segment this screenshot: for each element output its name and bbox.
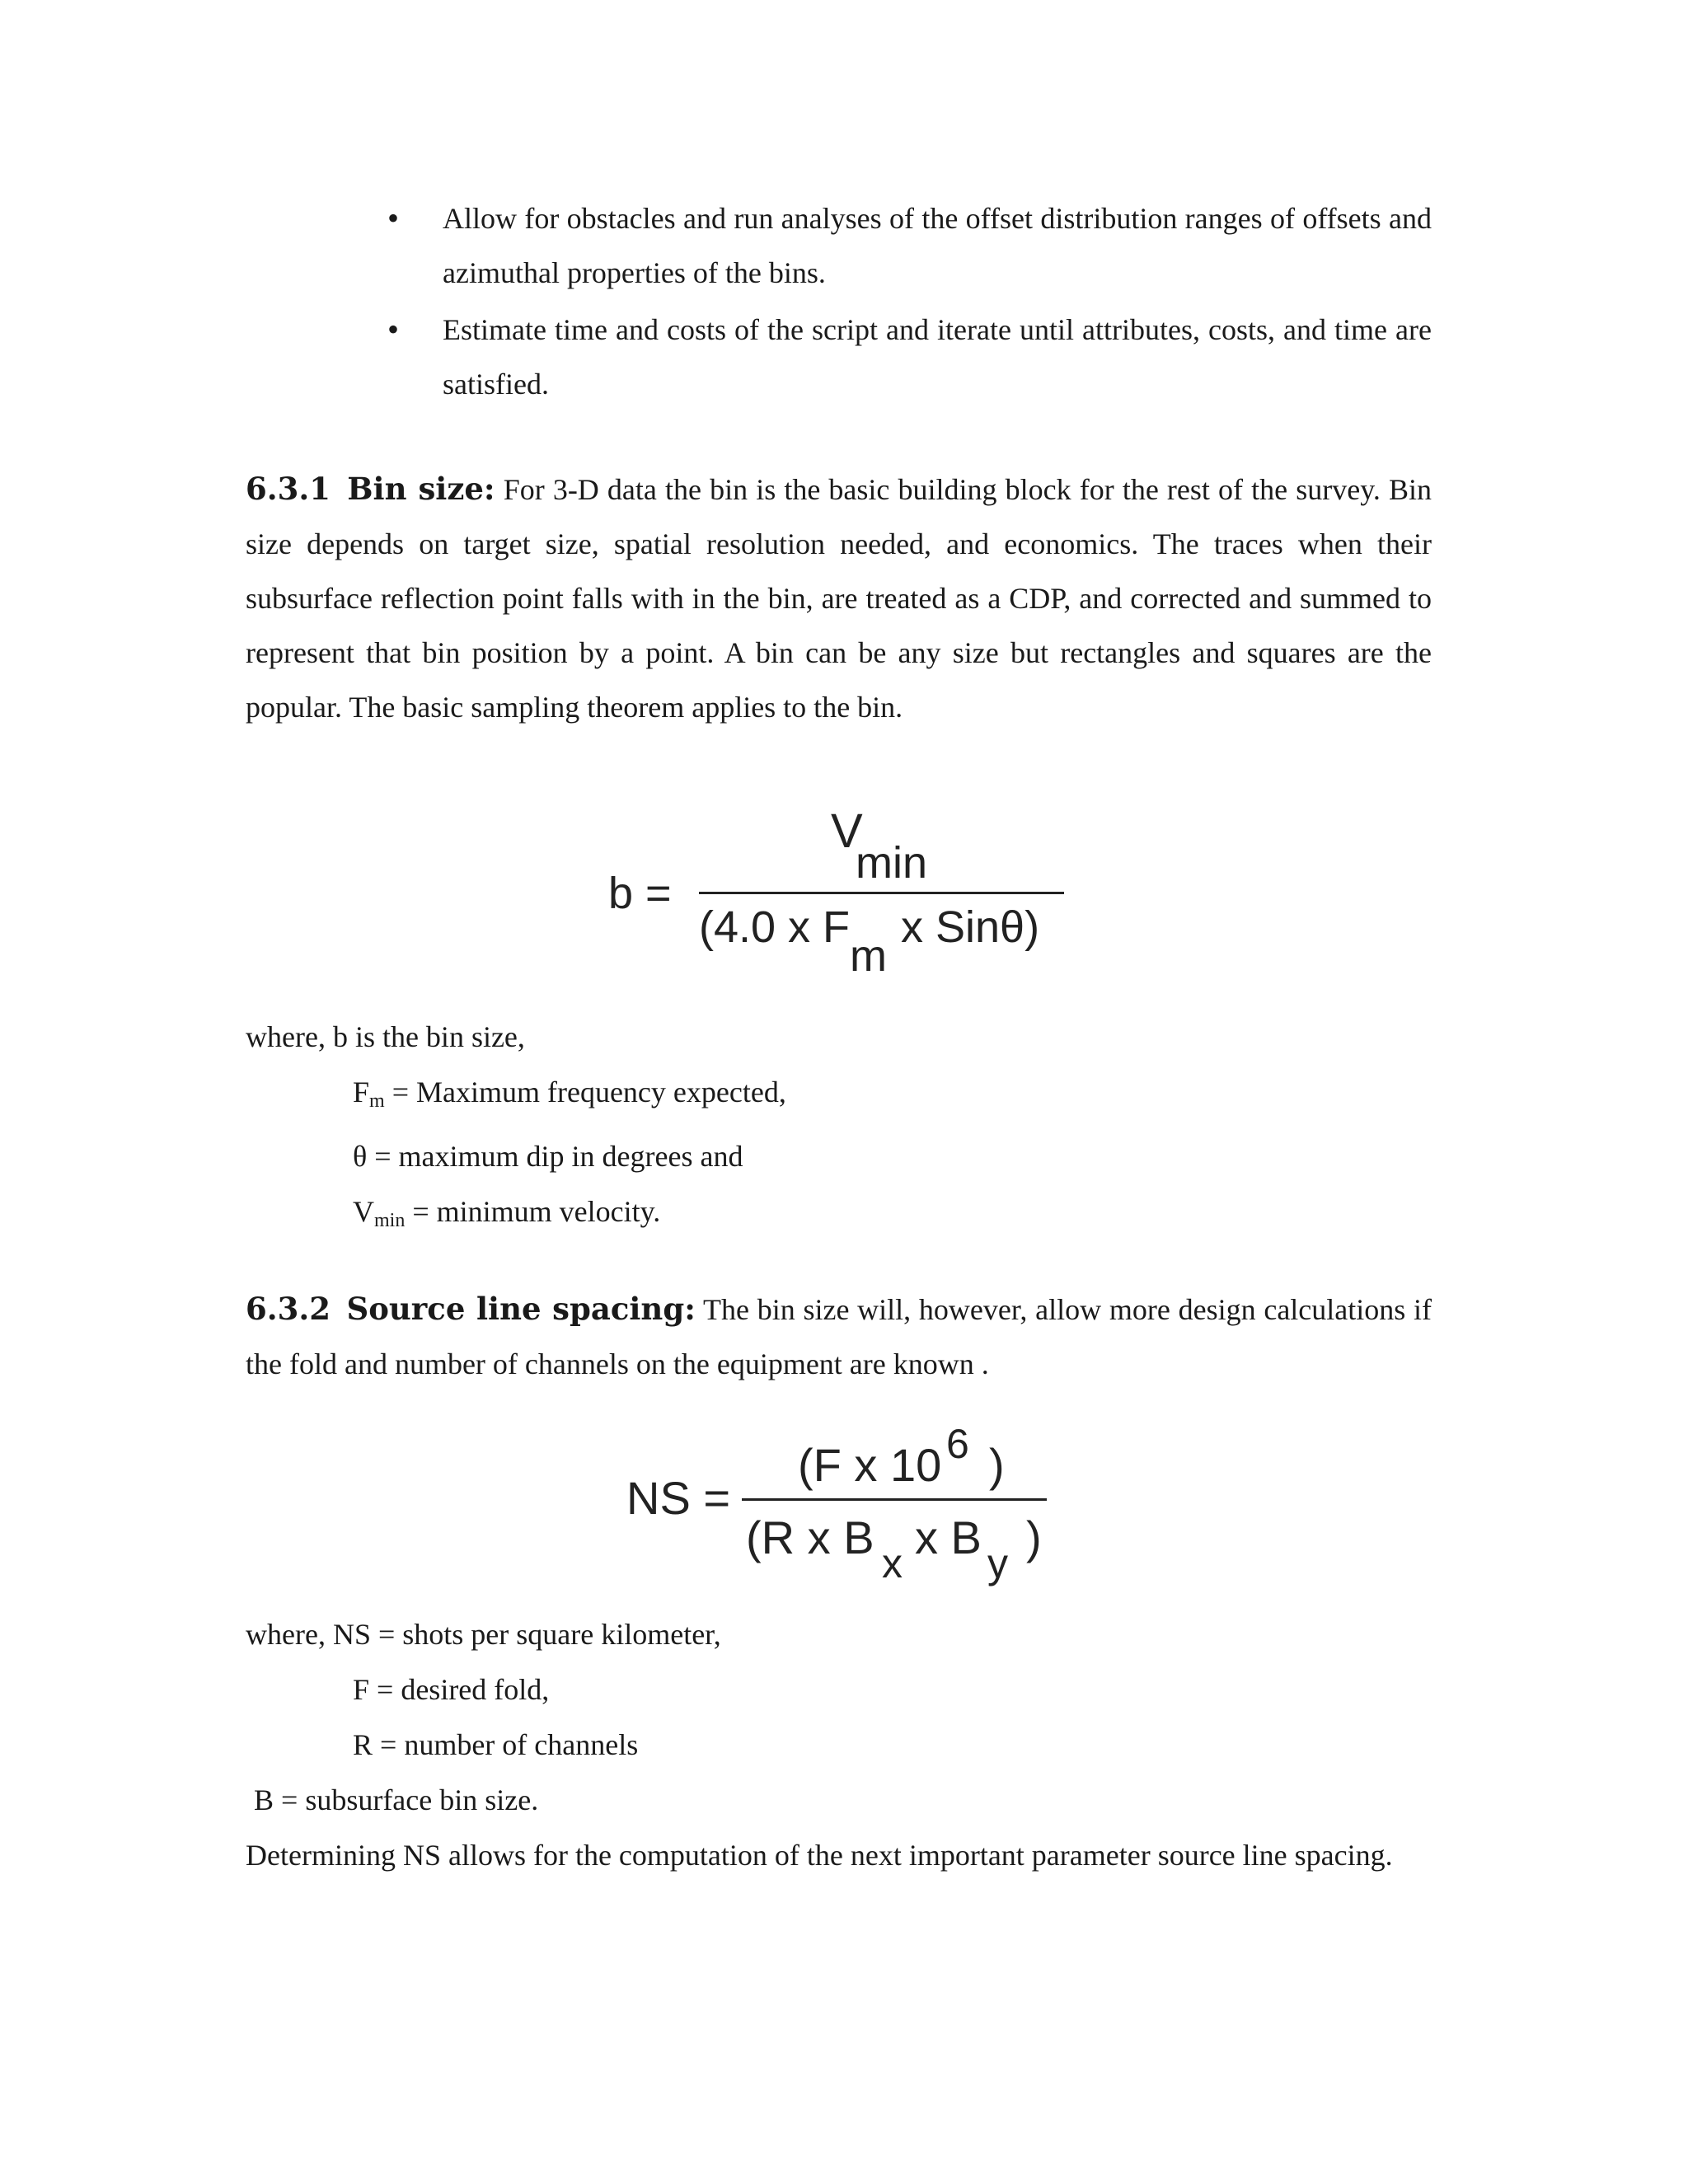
- fraction-bar: [742, 1498, 1047, 1501]
- formula-denominator-end: ): [1026, 1511, 1042, 1563]
- section-title: Source line spacing:: [346, 1291, 696, 1327]
- section-number: 6.3.2: [246, 1291, 331, 1327]
- fm-symbol: F: [353, 1076, 370, 1108]
- section-body: The bin size will, however, allow more design calculations if the fold and number of channels on the equipment are known .: [246, 1293, 1432, 1380]
- bullet-text: Allow for obstacles and run analyses of the offset distribution ranges of offsets and azimuthal properties of the bins.: [443, 202, 1432, 289]
- bin-size-definitions: [246, 1010, 987, 1249]
- formula-denominator-middle: x B: [915, 1511, 982, 1563]
- section-bin-size: [246, 462, 1432, 734]
- fraction-bar: [699, 892, 1064, 894]
- formula-denominator-subscript: m: [850, 931, 887, 981]
- definition-intro: where, NS = shots per square kilometer,: [246, 1618, 721, 1651]
- vmin-symbol: V: [353, 1195, 374, 1228]
- definition-vmin: [246, 1184, 987, 1249]
- vmin-text: = minimum velocity.: [412, 1195, 661, 1228]
- closing-paragraph: Determining NS allows for the computation of the next important parameter source line spacing.: [246, 1839, 1393, 1872]
- section-source-line-spacing: [246, 1282, 1432, 1391]
- formula-denominator-start: (4.0 x F: [699, 902, 851, 952]
- formula-numerator-subscript: min: [856, 838, 928, 888]
- fm-text: = Maximum frequency expected,: [392, 1076, 786, 1108]
- formula-numerator-symbol: V: [831, 804, 863, 858]
- fm-subscript: m: [369, 1090, 385, 1112]
- formula-denominator-start: (R x B: [746, 1511, 874, 1563]
- bullet-item: [387, 191, 1432, 300]
- formula-subscript-y: y: [987, 1540, 1008, 1586]
- formula-denominator-end: x Sinθ): [901, 902, 1040, 952]
- definition-b: B = subsurface bin size.: [254, 1783, 539, 1816]
- bullet-text: Estimate time and costs of the script and iterate until attributes, costs, and time are satisfied.: [443, 313, 1432, 401]
- ns-definitions: [246, 1607, 987, 1828]
- bullet-item: [387, 302, 1432, 411]
- section-title: Bin size:: [347, 471, 495, 507]
- formula-numerator-end: ): [989, 1439, 1005, 1491]
- formula-lhs: b =: [608, 869, 672, 918]
- section-body: For 3-D data the bin is the basic building block for the rest of the survey. Bin size depends on target size, spatial resolution needed, and economics. The traces when their subsurface reflection point falls with in the bin, are treated as a CDP, and corrected and summed to represent that bin position by a point. A bin can be any size but rectangles and squares are the popular. The basic sampling theorem applies to the bin.: [246, 473, 1432, 724]
- vmin-subscript: min: [374, 1210, 406, 1231]
- definition-intro: where, b is the bin size,: [246, 1020, 525, 1053]
- formula-subscript-x: x: [882, 1540, 903, 1586]
- formula-lhs: NS =: [626, 1472, 731, 1524]
- section-number: 6.3.1: [246, 471, 331, 507]
- bullet-icon: •: [387, 311, 400, 348]
- formula-numerator-start: (F x 10: [798, 1439, 942, 1491]
- bullet-list: [387, 191, 1432, 414]
- definition-theta: θ = maximum dip in degrees and: [353, 1140, 743, 1173]
- formula-exponent: 6: [946, 1421, 969, 1467]
- definition-fm: [246, 1065, 987, 1129]
- definition-r: R = number of channels: [353, 1728, 639, 1761]
- bullet-icon: •: [387, 199, 400, 237]
- definition-f: F = desired fold,: [353, 1673, 550, 1706]
